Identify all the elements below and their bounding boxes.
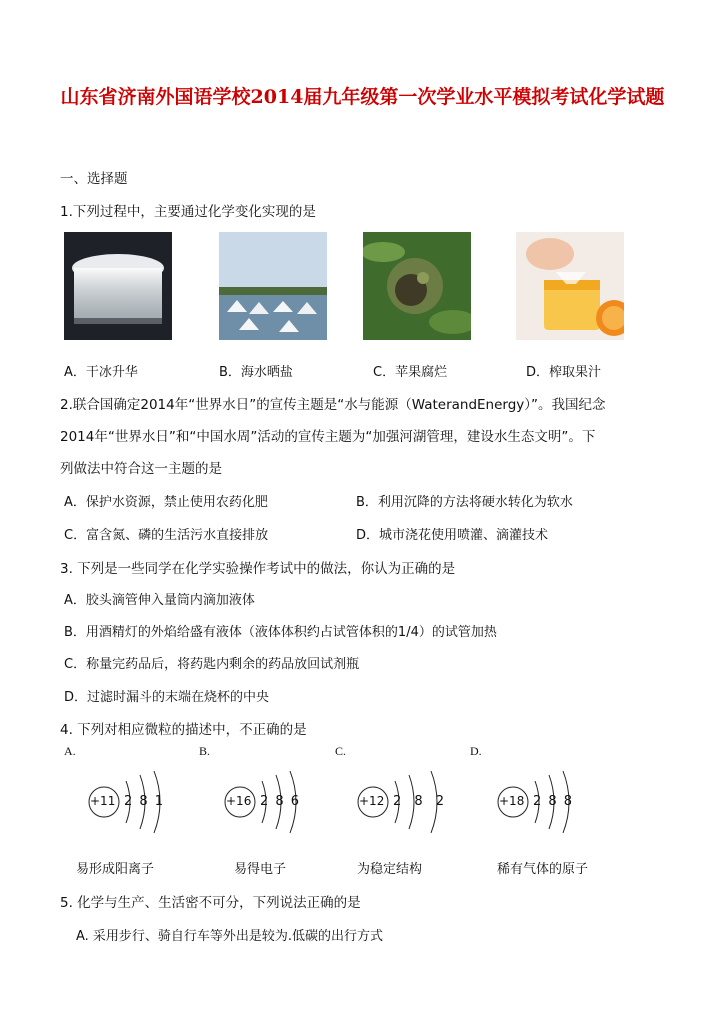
q1-stem: 1.下列过程中，主要通过化学变化实现的是	[60, 204, 316, 220]
atom-b-nucleus: +16	[226, 794, 252, 808]
q3-option-d: D．过滤时漏斗的末端在烧杯的中央	[64, 690, 270, 705]
q4-stem: 4. 下列对相应微粒的描述中，不正确的是	[60, 722, 307, 738]
atom-a-shells: 2 8 1	[124, 794, 164, 809]
atom-c-letter: C.	[335, 744, 347, 758]
section-heading: 一、选择题	[60, 171, 128, 187]
q2-option-d: D．城市浇花使用喷灌、滴灌技术	[356, 528, 549, 543]
atom-diagram-b	[212, 765, 332, 835]
q2-stem-line1: 2.联合国确定2014年“世界水日”的宣传主题是“水与能源（WaterandEnergy）”。我国纪念	[60, 397, 606, 413]
q3-stem: 3. 下列是一些同学在化学实验操作考试中的做法，你认为正确的是	[60, 561, 456, 577]
dry-ice-photo	[64, 232, 172, 340]
atom-d-shells: 2 8 8	[533, 794, 573, 809]
atom-d-nucleus: +18	[499, 794, 525, 808]
q2-option-c: C．富含氮、磷的生活污水直接排放	[64, 528, 269, 543]
atom-a-nucleus: +11	[90, 794, 116, 808]
atom-b-shells: 2 8 6	[260, 794, 300, 809]
q3-option-b: B．用酒精灯的外焰给盛有液体（液体体积约占试管体积的1/4）的试管加热	[64, 625, 497, 640]
orange-juice-photo	[516, 232, 624, 340]
atom-d-letter: D.	[470, 744, 482, 758]
atom-a-letter: A.	[64, 744, 76, 758]
atom-b-letter: B.	[199, 744, 211, 758]
atom-c-shells: 2 8 2	[393, 794, 445, 809]
q2-stem-line3: 列做法中符合这一主题的是	[60, 461, 222, 477]
q5-stem: 5. 化学与生产、生活密不可分，下列说法正确的是	[60, 895, 361, 911]
q1-option-d: D．榨取果汁	[526, 365, 602, 380]
atom-c-nucleus: +12	[359, 794, 385, 808]
atom-diagram-d	[485, 765, 605, 835]
atom-a-caption: 易形成阳离子	[76, 862, 155, 877]
q2-option-a: A．保护水资源，禁止使用农药化肥	[64, 495, 268, 510]
q1-option-b: B．海水晒盐	[219, 365, 293, 380]
atom-d-caption: 稀有气体的原子	[497, 862, 589, 877]
atom-c-caption: 为稳定结构	[357, 862, 423, 877]
q1-option-c: C．苹果腐烂	[373, 365, 448, 380]
atom-b-caption: 易得电子	[234, 862, 287, 877]
q3-option-a: A．胶头滴管伸入量筒内滴加液体	[64, 593, 255, 608]
page-title: 山东省济南外国语学校2014届九年级第一次学业水平模拟考试化学试题	[60, 86, 665, 108]
q1-option-a: A．干冰升华	[64, 365, 138, 380]
q5-option-a: A. 采用步行、骑自行车等外出是较为.低碳的出行方式	[76, 929, 384, 944]
q2-stem-line2: 2014年“世界水日”和“中国水周”活动的宣传主题为“加强河湖管理，建设水生态文明”。下	[60, 429, 596, 445]
q3-option-c: C．称量完药品后，将药匙内剩余的药品放回试剂瓶	[64, 657, 360, 672]
atom-diagram-c	[345, 765, 465, 835]
atom-diagram-a	[82, 765, 202, 835]
rotten-apple-photo	[363, 232, 471, 340]
sea-salt-photo	[219, 232, 327, 340]
q2-option-b: B．利用沉降的方法将硬水转化为软水	[356, 495, 573, 510]
